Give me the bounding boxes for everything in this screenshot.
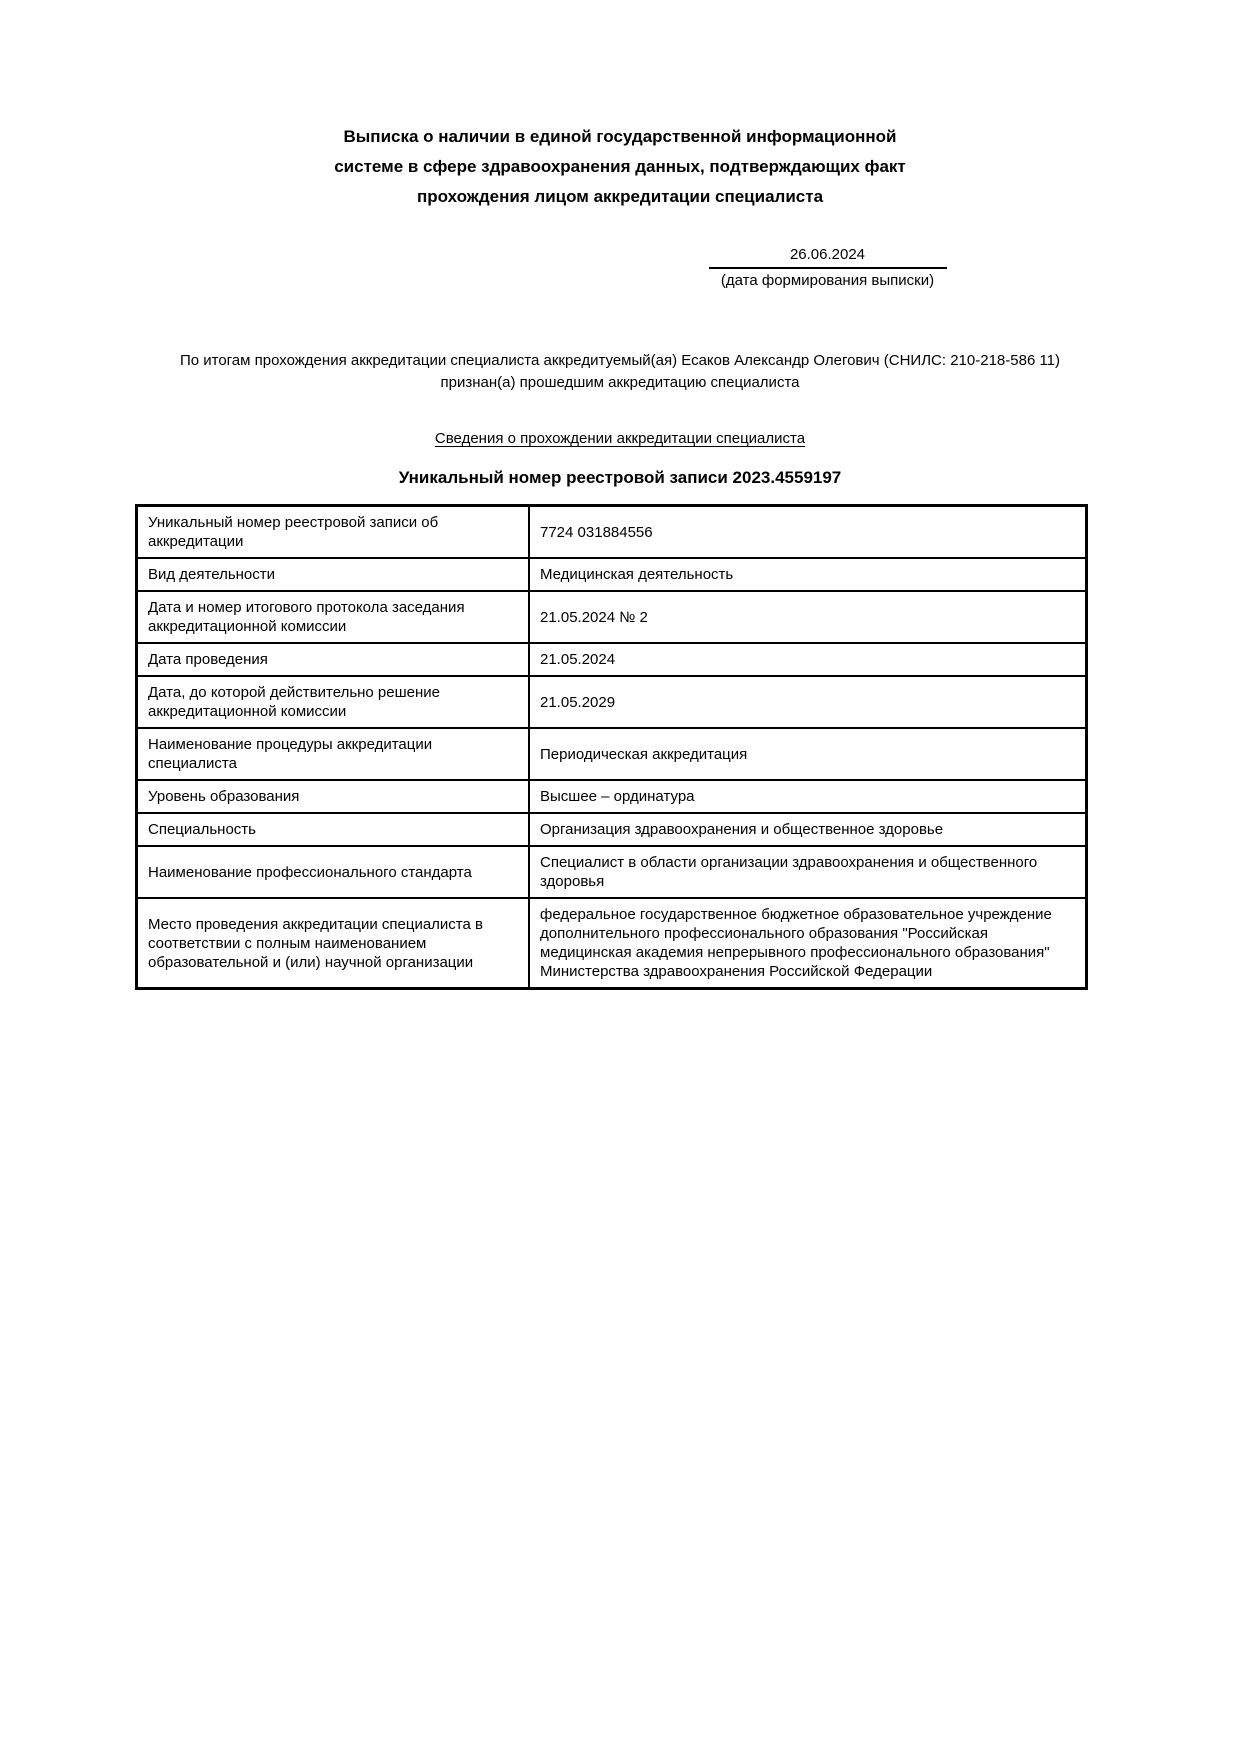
table-row [137, 813, 1087, 846]
title-line-3: прохождения лицом аккредитации специалиста [416, 187, 824, 206]
table-row [137, 591, 1087, 643]
table-row [137, 898, 1087, 989]
registry-number-line: Уникальный номер реестровой записи 2023.4559197 [398, 468, 842, 487]
row-label: Дата, до которой действительно решение аккредитационной комиссии [137, 676, 530, 728]
table-row [137, 558, 1087, 591]
row-value: 21.05.2029 [529, 676, 1087, 728]
table-row [137, 643, 1087, 676]
row-label: Место проведения аккредитации специалиста в соответствии с полным наименованием образовательной и (или) научной организации [137, 898, 530, 989]
intro-paragraph [0, 350, 1240, 394]
row-value: Организация здравоохранения и общественное здоровье [529, 813, 1087, 846]
intro-line-1: По итогам прохождения аккредитации специалиста аккредитуемый(ая) Есаков Александр Олегович (СНИЛС: 210-218-586 11) [179, 352, 1061, 369]
row-value: Периодическая аккредитация [529, 728, 1087, 780]
table-row [137, 846, 1087, 898]
title-line-1: Выписка о наличии в единой государственной информационной [343, 127, 897, 146]
row-value: федеральное государственное бюджетное образовательное учреждение дополнительного профессионального образования "Российская медицинская академия непрерывного профессионального образования" Министерства здравоохранения Российской Федерации [529, 898, 1087, 989]
row-label: Уникальный номер реестровой записи об аккредитации [137, 506, 530, 559]
row-value: 7724 031884556 [529, 506, 1087, 559]
table-row [137, 676, 1087, 728]
row-label: Специальность [137, 813, 530, 846]
table-row [137, 728, 1087, 780]
row-label: Уровень образования [137, 780, 530, 813]
issue-date-caption: (дата формирования выписки) [720, 272, 935, 289]
row-label: Дата проведения [137, 643, 530, 676]
issue-date-block [700, 246, 955, 290]
table-row [137, 506, 1087, 559]
row-label: Дата и номер итогового протокола заседания аккредитационной комиссии [137, 591, 530, 643]
row-value: Высшее – ординатура [529, 780, 1087, 813]
intro-line-2: признан(а) прошедшим аккредитацию специалиста [440, 374, 800, 391]
row-label: Вид деятельности [137, 558, 530, 591]
row-value: Медицинская деятельность [529, 558, 1087, 591]
row-label: Наименование процедуры аккредитации специалиста [137, 728, 530, 780]
section-heading: Сведения о прохождении аккредитации специалиста [434, 430, 806, 447]
row-label: Наименование профессионального стандарта [137, 846, 530, 898]
issue-date: 26.06.2024 [709, 246, 947, 269]
title-line-2: системе в сфере здравоохранения данных, подтверждающих факт [334, 157, 906, 176]
row-value: Специалист в области организации здравоохранения и общественного здоровья [529, 846, 1087, 898]
row-value: 21.05.2024 [529, 643, 1087, 676]
document-title [0, 0, 1240, 212]
row-value: 21.05.2024 № 2 [529, 591, 1087, 643]
table-row [137, 780, 1087, 813]
accreditation-table [135, 504, 1088, 990]
accreditation-table-body [137, 506, 1087, 989]
